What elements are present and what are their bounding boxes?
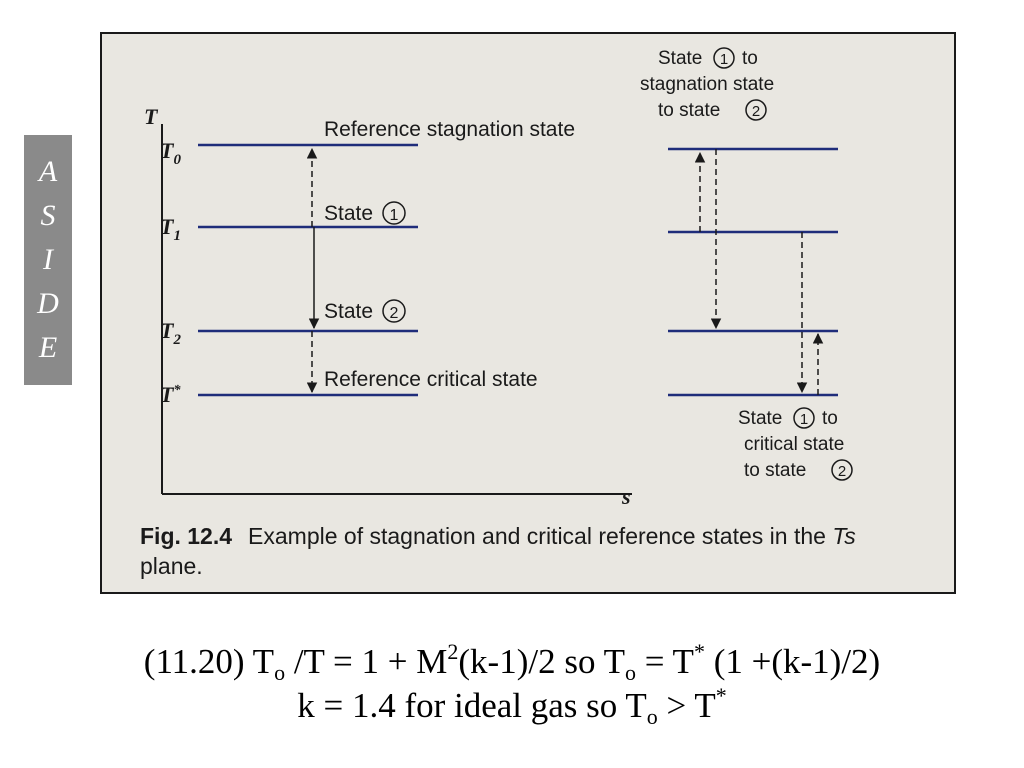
right-top-line1-end: to	[742, 48, 758, 69]
state2-number: 2	[389, 305, 399, 322]
s-axis-label: s	[622, 484, 631, 509]
right-bottom-state1-number: 1	[799, 411, 809, 428]
aside-letter: S	[40, 199, 56, 232]
right-bottom-line1-end: to	[822, 408, 838, 429]
equation-line-1: (11.20) $T_o$ $/T = 1 + M^2(k-1)/2$ so $T_o = T^*$ (1 +(k-1)/2)	[143, 639, 881, 685]
equation-line-2: k = 1.4 for ideal gas so $T_o > T^*$	[297, 683, 727, 729]
state1-label: State	[324, 202, 374, 225]
caption-italic: Ts	[832, 523, 856, 549]
right-top-state1-number: 1	[719, 51, 729, 68]
reference-stagnation-label: Reference stagnation state	[324, 118, 575, 141]
aside-letter: E	[38, 331, 58, 364]
t-axis-label: T	[144, 104, 158, 129]
ts-diagram	[102, 34, 954, 592]
right-top-line1: State	[658, 48, 703, 69]
right-top-line2: stagnation state	[640, 74, 775, 95]
aside-banner	[24, 135, 72, 385]
right-bottom-line1: State	[738, 408, 783, 429]
figure-number: Fig. 12.4	[140, 523, 233, 549]
state2-label: State	[324, 300, 374, 323]
equations	[0, 640, 1024, 728]
right-bottom-line2: critical state	[744, 434, 845, 455]
reference-critical-label: Reference critical state	[324, 368, 538, 391]
right-bottom-state2-number: 2	[837, 463, 847, 480]
figure-caption	[140, 521, 920, 581]
caption-text: Example of stagnation and critical reference states in the	[248, 523, 826, 549]
aside-letter: I	[43, 243, 53, 276]
t2-label: $T_2$	[160, 318, 181, 348]
ts-diagram-figure	[100, 32, 956, 594]
aside-letter: A	[38, 155, 58, 188]
aside-letter: D	[37, 287, 59, 320]
right-bottom-line3: to state	[744, 460, 807, 481]
right-top-state2-number: 2	[751, 103, 761, 120]
caption-text-end: plane.	[140, 553, 203, 579]
t0-label: $T_0$	[160, 138, 181, 168]
state1-number: 1	[389, 207, 399, 224]
t1-label: $T_1$	[160, 214, 181, 244]
tstar-label: T*	[160, 382, 181, 407]
right-top-line3: to state	[658, 100, 721, 121]
